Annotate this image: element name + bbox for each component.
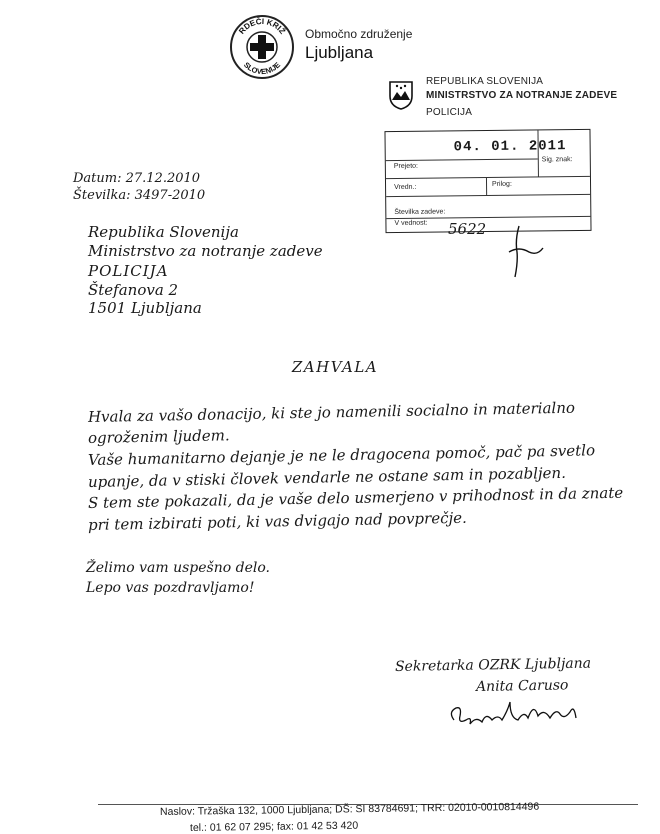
handwritten-signature [446,690,586,738]
body-line: Hvala za vašo donacijo, ki ste jo namenili socialno in materialno [87,398,576,426]
stamp-label-prejeto: Prejeto: [393,162,419,170]
address-line: Republika Slovenija [88,223,239,241]
letter-number: Številka: 3497-2010 [73,188,206,203]
body-line: upanje, da v stiski človek vendarle ne ostane sam in pozabljen. [87,463,567,491]
ministry-line-3: POLICIJA [426,107,473,118]
closing-line: Lepo vas pozdravljamo! [86,580,255,596]
letter-heading: ZAHVALA [291,358,379,376]
stamp-label-sig-znak: Sig. znak: [541,156,573,164]
footer-address: Naslov: Tržaška 132, 1000 Ljubljana; DŠ: SI 83784691; TRR: 02010-0010814496 [159,800,540,818]
stamp-label-prilog: Prilog: [491,180,512,188]
ministry-line-2: MINISTRSTVO ZA NOTRANJE ZADEVE [426,90,618,101]
coat-of-arms-icon [388,80,414,110]
address-line: Štefanova 2 [88,281,179,299]
body-line: S tem ste pokazali, da je vaše delo usmerjeno v prihodnost in da znate [87,483,624,512]
signatory-title: Sekretarka OZRK Ljubljana [394,655,592,675]
org-label: Območno združenje [305,27,413,41]
address-line: POLICIJA [88,262,169,280]
red-cross-logo [229,14,295,80]
stamp-label-v-vednost: V vednost: [394,219,428,227]
stamp-handwritten-number: 5622 [448,220,487,238]
svg-text:RDEČI KRIŽ: RDEČI KRIŽ [237,16,287,36]
body-line: Vaše humanitarno dejanje je ne le dragocena pomoč, pač pa svetlo [87,441,596,469]
footer-contact: tel.: 01 62 07 295; fax: 01 42 53 420 [189,819,359,834]
initial-signature [505,222,545,282]
stamp-label-stevilka: Številka zadeve: [394,208,446,216]
address-line: 1501 Ljubljana [88,299,202,317]
svg-text:SLOVENIJE: SLOVENIJE [241,60,283,77]
stamp-label-vredn: Vredn.: [394,183,417,191]
closing-line: Želimo vam uspešno delo. [86,560,270,576]
stamp-date: 04. 01. 2011 [453,138,567,156]
signatory-name: Anita Caruso [475,677,569,695]
letter-date: Datum: 27.12.2010 [73,171,201,186]
ministry-line-1: REPUBLIKA SLOVENIJA [426,76,544,87]
receipt-stamp [384,129,591,233]
body-line: pri tem izbirati poti, ki vas dvigajo nad povprečje. [87,508,467,534]
address-line: Ministrstvo za notranje zadeve [88,242,323,260]
body-line: ogroženim ljudem. [87,426,230,447]
org-city: Ljubljana [305,43,374,62]
